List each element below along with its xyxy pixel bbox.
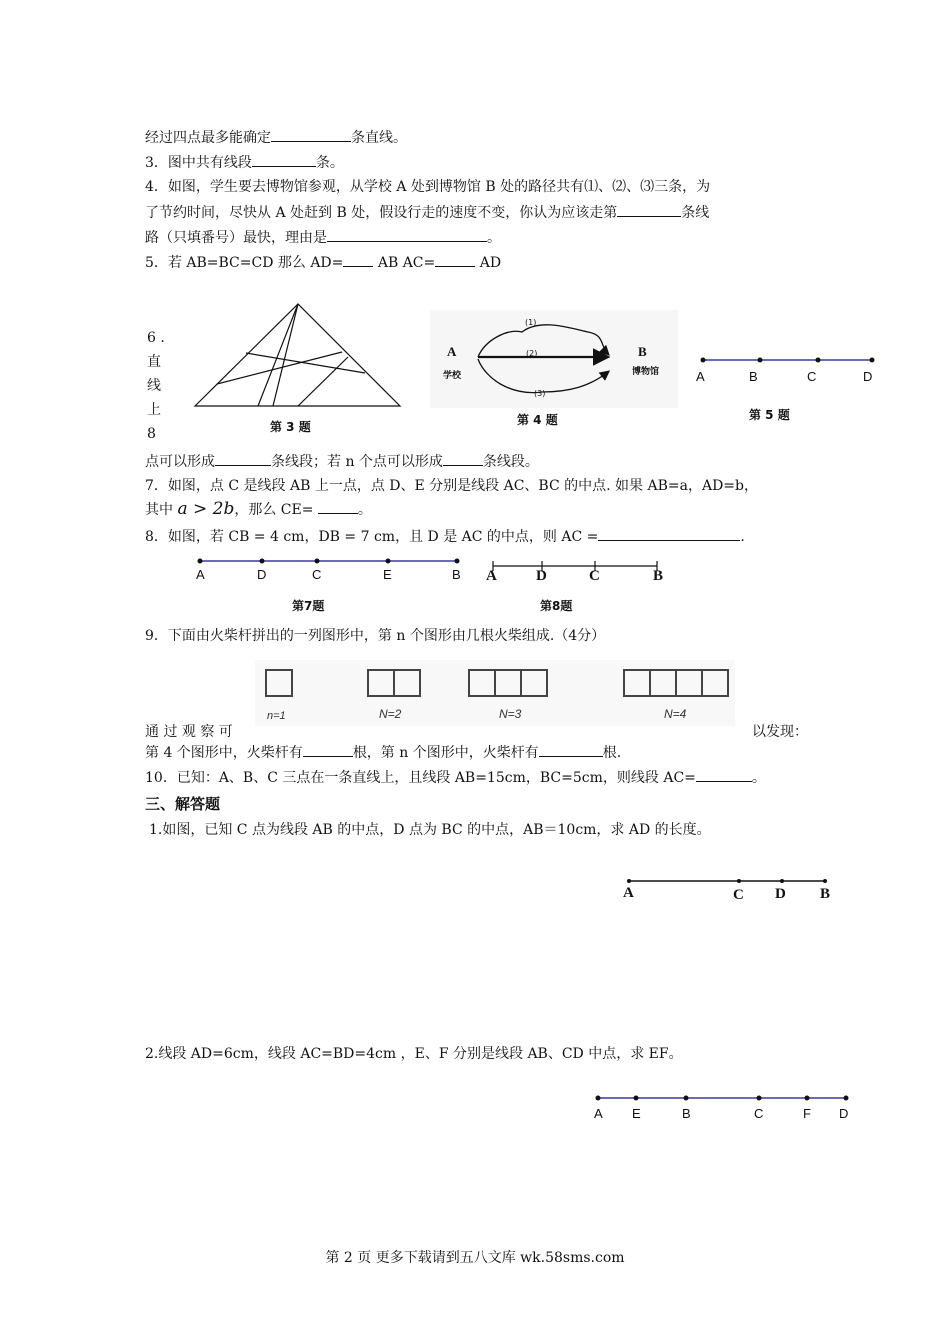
- point-label: C: [589, 568, 600, 584]
- point-label: C: [807, 369, 817, 384]
- answer-blank[interactable]: [318, 499, 358, 514]
- answer-blank[interactable]: [215, 451, 271, 466]
- figure-9-label: N=3: [499, 707, 522, 721]
- solve-question-2: 2.线段 AD=6cm，线段 AC=BD=4cm ，E、F 分别是线段 AB、CD 中点，求 EF。: [145, 1046, 683, 1062]
- q6-vchar: 上: [147, 402, 161, 418]
- point-label: F: [803, 1106, 811, 1121]
- s2-segment: [590, 1090, 855, 1106]
- figure-9-label: N=4: [664, 707, 687, 721]
- solve-question-1: 1.如图，已知 C 点为线段 AB 的中点，D 点为 BC 的中点，AB＝10cm，求 AD 的长度。: [149, 822, 711, 838]
- figure-4-caption: 第 4 题: [517, 413, 558, 427]
- q6-vchar: 8: [147, 426, 156, 442]
- question-9-line3: 第 4 个图形中，火柴杆有 根，第 n 个图形中，火柴杆有 根.: [145, 742, 621, 763]
- figure-8-caption: 第8题: [540, 599, 573, 613]
- point-label: B: [452, 567, 461, 582]
- point-label: C: [733, 887, 744, 903]
- figure-9-label: N=2: [379, 707, 402, 721]
- figure-8-segment: [485, 558, 665, 574]
- point-label: B: [749, 369, 758, 384]
- answer-blank[interactable]: [271, 127, 351, 142]
- point-label: B: [820, 886, 831, 902]
- point-label: B: [653, 568, 664, 584]
- s1-segment: [622, 874, 832, 888]
- question-8: 8．如图，若 CB = 4 cm，DB = 7 cm，且 D 是 AC 的中点，则 AC = .: [145, 526, 745, 547]
- point-label: E: [383, 567, 392, 582]
- figure-7-segment: [192, 553, 467, 569]
- figure-3-caption: 第 3 题: [270, 420, 311, 434]
- answer-blank[interactable]: [343, 252, 373, 267]
- figure-7-caption: 第7题: [292, 599, 325, 613]
- question-6: 点可以形成 条线段；若 n 个点可以形成 条线段。: [145, 451, 539, 472]
- answer-blank[interactable]: [443, 451, 483, 466]
- figure-4-label-b: B: [638, 344, 647, 359]
- point-label: D: [839, 1106, 849, 1121]
- figure-5-segment: [695, 352, 885, 368]
- question-4-line2: 了节约时间，尽快从 A 处赶到 B 处，假设行走的速度不变，你认为应该走第 条线: [145, 202, 709, 223]
- answer-blank[interactable]: [617, 202, 681, 217]
- inequality: a > 2b: [177, 499, 235, 519]
- answer-blank[interactable]: [598, 526, 740, 541]
- point-label: C: [754, 1106, 764, 1121]
- q6-vchar: 线: [147, 378, 161, 394]
- figure-9-matchsticks: [255, 660, 735, 726]
- point-label: A: [696, 369, 705, 384]
- point-label: E: [632, 1106, 641, 1121]
- path-2-label: (2): [526, 349, 538, 358]
- question-5: 5．若 AB=BC=CD 那么 AD= AB AC= AD: [145, 252, 501, 273]
- page-footer: 第 2 页 更多下载请到五八文库 wk.58sms.com: [325, 1250, 625, 1266]
- point-label: D: [536, 568, 547, 584]
- q6-vchar: 6 .: [147, 330, 165, 346]
- question-3: 3．图中共有线段 条。: [145, 152, 344, 173]
- q-intro-line: 经过四点最多能确定 条直线。: [145, 127, 407, 148]
- point-label: D: [863, 369, 873, 384]
- path-3-label: (3): [534, 389, 546, 398]
- question-4-line1: 4．如图，学生要去博物馆参观，从学校 A 处到博物馆 B 处的路径共有⑴、⑵、⑶三条，为: [145, 179, 711, 195]
- point-label: D: [257, 567, 267, 582]
- question-10: 10．已知：A、B、C 三点在一条直线上，且线段 AB=15cm，BC=5cm，则线段 AC= 。: [145, 767, 766, 788]
- q6-vchar: 直: [147, 354, 161, 370]
- question-7-line1: 7．如图，点 C 是线段 AB 上一点，点 D、E 分别是线段 AC、BC 的中点. 如果 AB=a，AD=b，: [145, 478, 758, 494]
- question-9-left: 通 过 观 察 可: [145, 724, 233, 740]
- answer-blank[interactable]: [435, 252, 475, 267]
- answer-blank[interactable]: [303, 742, 353, 757]
- point-label: A: [623, 885, 634, 901]
- section-title: 三、解答题: [145, 795, 221, 813]
- point-label: A: [196, 567, 205, 582]
- figure-4-museum: 博物馆: [632, 367, 660, 377]
- point-label: A: [594, 1106, 603, 1121]
- question-9-line1: 9．下面由火柴杆拼出的一列图形中，第 n 个图形由几根火柴组成.（4分）: [145, 628, 606, 644]
- answer-blank[interactable]: [539, 742, 603, 757]
- figure-4-school: 学校: [443, 371, 462, 381]
- figure-5-caption: 第 5 题: [749, 408, 790, 422]
- question-7-line2: 其中 a > 2b，那么 CE= 。: [145, 499, 372, 519]
- question-4-line3: 路（只填番号）最快，理由是 。: [145, 227, 501, 248]
- path-1-label: (1): [525, 318, 537, 327]
- point-label: C: [312, 567, 322, 582]
- figure-9-label: n=1: [267, 710, 286, 722]
- point-label: D: [775, 886, 786, 902]
- answer-blank[interactable]: [252, 152, 316, 167]
- question-9-right: 以发现：: [752, 724, 808, 740]
- answer-blank[interactable]: [696, 767, 752, 782]
- point-label: B: [682, 1106, 691, 1121]
- point-label: A: [486, 568, 497, 584]
- answer-blank[interactable]: [327, 227, 487, 242]
- figure-4-label-a: A: [447, 344, 457, 359]
- figure-3-triangle: [190, 300, 405, 415]
